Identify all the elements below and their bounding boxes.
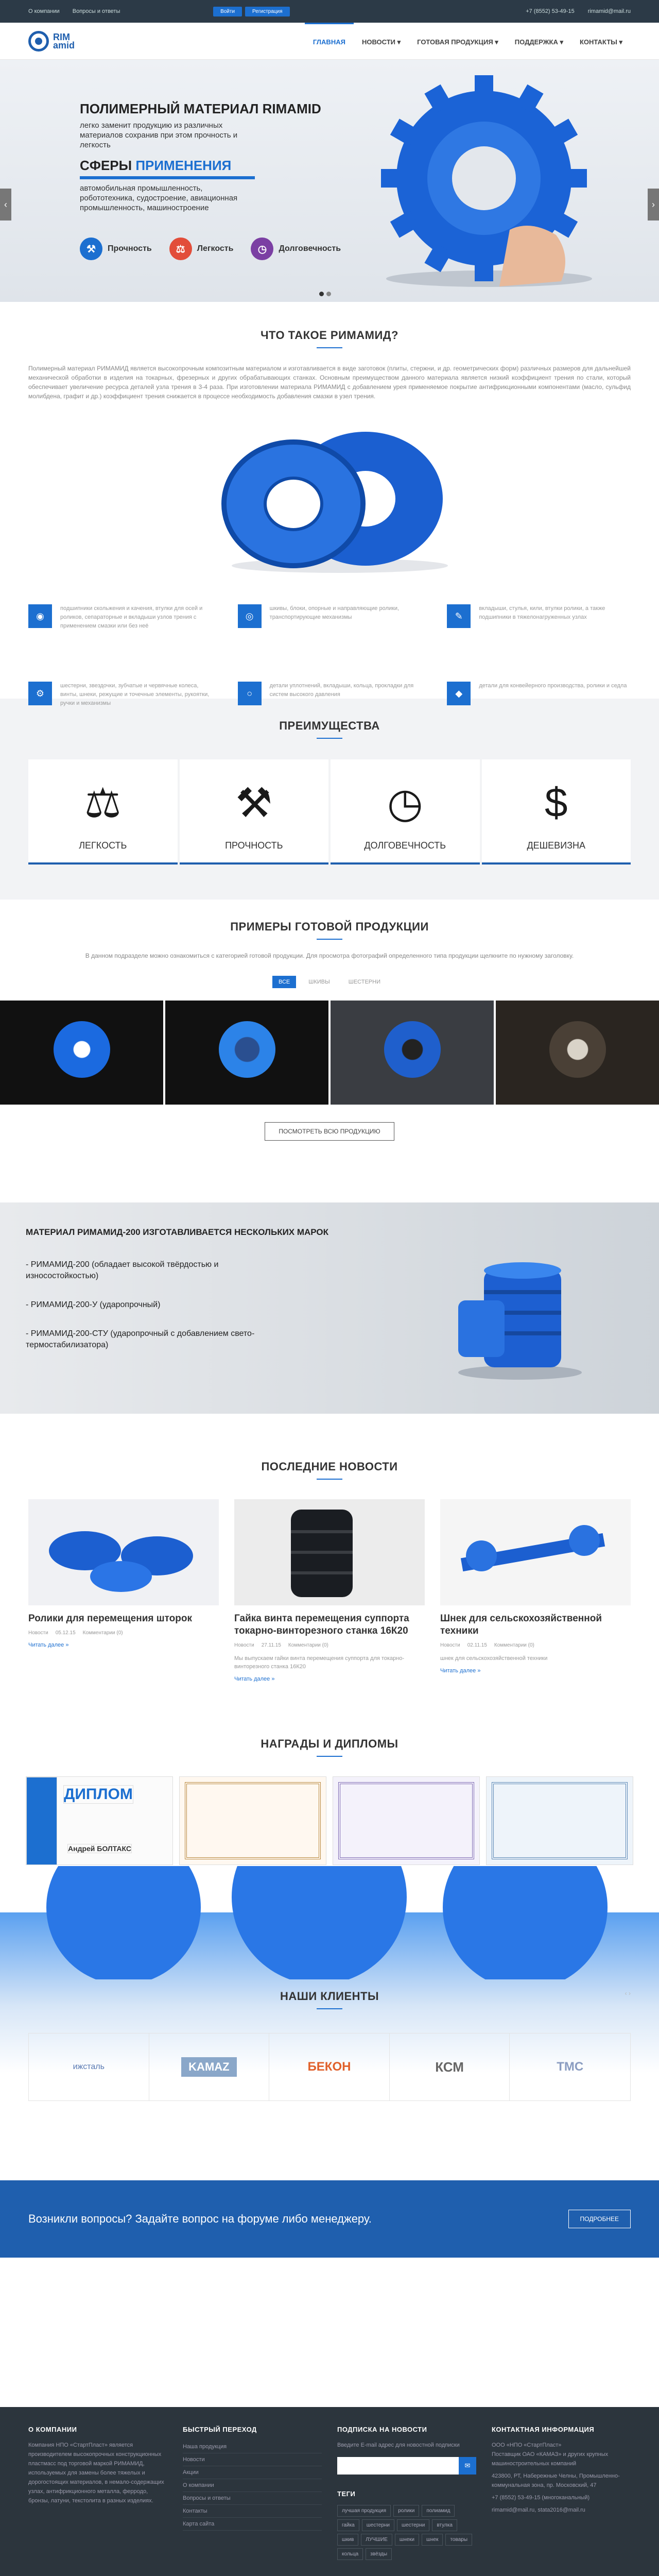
about-text: Полимерный материал РИМАМИД является высокопрочным композитным материалом и изготавливается в виде заготовок (плиты, стержни, и др. геометрических форм) различных размеров для дальнейшей механической обработки в изделия на токарных, фрезерных и других обрабатывающих станках. Основным преимуществом данного материала является низкий коэффициент трения по стали, который обеспечивает увеличение ресурса деталей узла трения в 3-4 раза. При изготовлении материала РИМАМИД с добавлением урея применяемое покрытие антифрикционными компонентами (масло, сульфид молибдена, графит и др.) коэффициент трения снижается в процессе необходимость добавления смазки в узел трения.	[28, 365, 631, 400]
news-category[interactable]: Новости	[440, 1642, 460, 1648]
cta-banner	[0, 2180, 659, 2258]
awards-title: НАГРАДЫ И ДИПЛОМЫ	[261, 1737, 398, 1750]
news-comments[interactable]: Комментарии (0)	[494, 1642, 534, 1648]
news-image[interactable]	[28, 1499, 219, 1605]
hero-feature-light	[169, 238, 234, 260]
tag[interactable]: звёзды	[366, 2548, 392, 2560]
advantage-lightness	[28, 759, 178, 865]
news-item-title[interactable]: Ролики для перемещения шторок	[28, 1613, 192, 1624]
clients-section	[0, 1912, 659, 2180]
grades-product-image	[453, 1239, 587, 1383]
main-nav	[305, 23, 631, 60]
tab-all[interactable]: ВСЕ	[272, 976, 296, 988]
title-underline	[317, 347, 342, 348]
clients-carousel	[28, 2033, 631, 2101]
use-text: шестерни, звездочки, зубчатые и червячные колеса, винты, шнеки, режущие и точечные элементы, рукоятки, ручки и механизмы	[60, 683, 210, 706]
client-logo-text: ижсталь	[73, 2062, 105, 2071]
tag[interactable]: шнеки	[395, 2534, 419, 2546]
news-comments[interactable]: Комментарии (0)	[288, 1642, 328, 1648]
examples-tabs	[28, 976, 631, 988]
footer-link[interactable]: Карта сайта	[183, 2518, 322, 2531]
read-more-link[interactable]: Читать далее »	[440, 1668, 481, 1674]
tab-gears[interactable]: ШЕСТЕРНИ	[348, 979, 380, 985]
footer-heading: О КОМПАНИИ	[28, 2426, 77, 2433]
slider-next-icon[interactable]: ›	[648, 189, 659, 221]
grades-title: МАТЕРИАЛ РИМАМИД-200 ИЗГОТАВЛИВАЕТСЯ НЕСКОЛЬКИХ МАРОК	[26, 1227, 329, 1237]
news-section	[0, 1414, 659, 1722]
contact-line: 423800, РТ, Набережные Челны, Промышленно-коммунальная зона, пр. Московский, 47	[492, 2473, 620, 2488]
footer-heading: КОНТАКТНАЯ ИНФОРМАЦИЯ	[492, 2426, 595, 2433]
advantages-title: ПРЕИМУЩЕСТВА	[279, 719, 380, 732]
read-more-link[interactable]: Читать далее »	[234, 1676, 275, 1682]
footer-link[interactable]: Акции	[183, 2466, 322, 2479]
examples-section	[0, 900, 659, 1202]
hero-title-2	[80, 158, 231, 174]
news-image[interactable]	[234, 1499, 425, 1605]
diploma-heading: ДИПЛОМ	[64, 1786, 133, 1803]
tag[interactable]: товары	[445, 2534, 472, 2546]
news-image[interactable]	[440, 1499, 631, 1605]
tag[interactable]: лучшая продукция	[337, 2505, 391, 2517]
footer-link[interactable]: Новости	[183, 2453, 322, 2466]
footer-about-text: Компания НПО «СтартПласт» является производителем высокопрочных конструкционных пластмасс под торговой маркой РИМАМИД, используемых для замены более тяжелых и дорогостоящих материалов, в немало-содержащих узлах, антифрикционного металла, ферродо, бронзы, латуни, текстолита в разных изделиях.	[28, 2442, 164, 2504]
news-date: 05.12.15	[55, 1630, 76, 1636]
topbar-phone: +7 (8552) 53-49-15	[526, 8, 575, 14]
tag[interactable]: ЛУЧШИЕ	[361, 2534, 392, 2546]
read-more-link[interactable]: Читать далее »	[28, 1642, 69, 1648]
nav-support[interactable]: ПОДДЕРЖКА ▾	[514, 38, 563, 46]
title-underline	[317, 1756, 342, 1757]
nav-news[interactable]: НОВОСТИ ▾	[361, 38, 401, 46]
client-logo[interactable]	[269, 2033, 390, 2100]
slider-prev-icon[interactable]: ‹	[0, 189, 11, 221]
hero-feature-label: Легкость	[197, 244, 234, 253]
gallery-item[interactable]	[165, 1001, 328, 1105]
hero-title-2a: СФЕРЫ	[80, 158, 136, 173]
news-item-desc: Мы выпускаем гайки винта перемещения суппорта для токарно-винторезного станка 16К20	[234, 1655, 405, 1670]
advantage-durability	[331, 759, 480, 865]
ring-icon: ○	[238, 682, 262, 705]
hero-slider	[0, 60, 659, 302]
use-card	[447, 604, 631, 656]
news-item	[440, 1499, 631, 1682]
use-text: вкладыши, стулья, кили, втулки ролики, а также подшипники в тяжелонагруженных узлах	[479, 605, 605, 620]
footer-heading: ТЕГИ	[337, 2490, 356, 2498]
hammer-icon: ⚒	[235, 780, 273, 826]
slider-dot[interactable]	[326, 292, 331, 296]
bearing-icon: ◉	[28, 604, 52, 628]
logo-text-top: RIM	[53, 32, 70, 42]
news-item-title[interactable]: Гайка винта перемещения суппорта токарно-винторезного станка 16К20	[234, 1613, 409, 1636]
nav-contacts[interactable]: КОНТАКТЫ ▾	[579, 38, 622, 46]
contact-line: Поставщик ОАО «КАМАЗ» и других крупных машиностроительных компаний	[492, 2451, 609, 2467]
hero-subtitle: легко заменит продукцию из различных материалов сохранив при этом прочность и легкость	[80, 121, 238, 149]
tag[interactable]: шкив	[337, 2534, 358, 2546]
clients-title: НАШИ КЛИЕНТЫ	[280, 1990, 379, 2003]
advantage-label: ДЕШЕВИЗНА	[527, 840, 586, 851]
client-logo[interactable]	[510, 2033, 630, 2100]
title-underline	[317, 1479, 342, 1480]
use-card	[28, 604, 212, 656]
title-underline	[317, 939, 342, 940]
news-comments[interactable]: Комментарии (0)	[82, 1630, 123, 1636]
logo-icon	[28, 31, 49, 52]
slider-dot[interactable]	[319, 292, 324, 296]
hero-feature-durable	[251, 238, 341, 260]
clients-nav-icon[interactable]: ‹ ›	[625, 1990, 631, 1997]
tag-icon: ◆	[447, 682, 471, 705]
client-logo-text: БЕКОН	[307, 2060, 351, 2074]
use-text: детали для конвейерного производства, ролики и седла	[479, 683, 627, 689]
register-button[interactable]: Регистрация	[245, 7, 289, 16]
footer-heading: БЫСТРЫЙ ПЕРЕХОД	[183, 2426, 257, 2433]
examples-text: В данном подразделе можно ознакомиться с категорией готовой продукции. Для просмотра фотографий определенного типа продукции щелкните по нужному заголовку.	[85, 952, 574, 959]
advantage-cheapness	[482, 759, 631, 865]
advantage-strength	[180, 759, 329, 865]
footer-quicklinks	[183, 2426, 322, 2560]
client-logo-text: KAMAZ	[181, 2057, 236, 2077]
gears-icon: ⚙	[28, 682, 52, 705]
use-card	[238, 604, 422, 656]
clock-icon: ◷	[251, 238, 273, 260]
footer-link[interactable]: Вопросы и ответы	[183, 2492, 322, 2505]
diploma-name: Андрей БОЛТАКС	[68, 1844, 131, 1853]
title-underline	[317, 738, 342, 739]
hero-title: ПОЛИМЕРНЫЙ МАТЕРИАЛ RIMAMID	[80, 101, 321, 116]
logo[interactable]	[28, 31, 75, 52]
topbar-link-faq[interactable]: Вопросы и ответы	[72, 8, 120, 14]
slider-dots	[319, 292, 331, 296]
contact-phone: +7 (8552) 53-49-15 (многоканальный)	[492, 2495, 590, 2501]
hero-spheres: автомобильная промышленность, робототехника, судостроение, авиационная промышленность, машиностроение	[80, 184, 238, 212]
client-logo[interactable]	[390, 2033, 510, 2100]
header	[0, 23, 659, 60]
footer-heading: ПОДПИСКА НА НОВОСТИ	[337, 2426, 427, 2433]
use-text: подшипники скольжения и качения, втулки для осей и роликов, сепараторные и вкладыши узлов трения с применением смазки или без неё	[60, 605, 203, 629]
news-item	[28, 1499, 219, 1682]
about-bushing-image	[196, 421, 463, 576]
tag[interactable]: кольца	[337, 2548, 363, 2560]
awards-gallery	[26, 1776, 633, 1865]
tab-pulleys[interactable]: ШКИВЫ	[308, 979, 330, 985]
advantage-label: ПРОЧНОСТЬ	[225, 840, 283, 851]
news-category[interactable]: Новости	[234, 1642, 254, 1648]
footer-about	[28, 2426, 167, 2560]
hero-feature-strength	[80, 238, 152, 260]
subscribe-email-input[interactable]	[337, 2457, 459, 2475]
client-logo[interactable]	[149, 2033, 270, 2100]
view-all-products-button[interactable]: ПОСМОТРЕТЬ ВСЮ ПРОДУКЦИЮ	[265, 1122, 394, 1141]
hero-gear-image	[355, 75, 623, 292]
award-diploma[interactable]	[26, 1776, 173, 1865]
spacer	[0, 2258, 659, 2407]
advantage-label: ЛЕГКОСТЬ	[79, 840, 127, 851]
news-date: 02.11.15	[467, 1642, 487, 1648]
footer-contacts	[492, 2426, 631, 2560]
gallery-item[interactable]	[496, 1001, 659, 1105]
hero-feature-label: Прочность	[108, 244, 152, 253]
grade-item: - РИМАМИД-200-У (ударопрочный)	[26, 1300, 161, 1309]
news-title: ПОСЛЕДНИЕ НОВОСТИ	[261, 1460, 398, 1473]
tag[interactable]: шестерни	[362, 2519, 394, 2531]
footer-link[interactable]: О компании	[183, 2479, 322, 2492]
top-bar	[0, 0, 659, 23]
award-certificate[interactable]	[179, 1776, 326, 1865]
uses-grid	[28, 604, 631, 733]
subscribe-text: Введите E-mail адрес для новостной подписки	[337, 2442, 460, 2448]
nav-home[interactable]: ГЛАВНАЯ	[305, 23, 354, 60]
tag[interactable]: полиамид	[422, 2505, 455, 2517]
tag[interactable]: гайка	[337, 2519, 359, 2531]
use-text: детали уплотнений, вкладыши, кольца, прокладки для систем высокого давления	[269, 683, 414, 698]
news-date: 27.11.15	[261, 1642, 281, 1648]
gallery-item[interactable]	[331, 1001, 494, 1105]
product-gallery	[0, 1001, 659, 1105]
news-item	[234, 1499, 425, 1682]
wrench-icon: ✎	[447, 604, 471, 628]
scale-icon: ⚖	[84, 780, 122, 826]
hero-divider	[80, 176, 255, 179]
tag[interactable]: втулка	[432, 2519, 457, 2531]
hero-title-2b: ПРИМЕНЕНИЯ	[135, 158, 232, 173]
contact-email[interactable]: rimamid@mail.ru, stata2016@mail.ru	[492, 2507, 585, 2513]
client-logo-text: ТМС	[557, 2060, 584, 2074]
strength-icon: ⚒	[80, 238, 102, 260]
tag[interactable]: шнек	[422, 2534, 443, 2546]
about-title: ЧТО ТАКОЕ РИМАМИД?	[261, 329, 398, 342]
client-logo[interactable]	[29, 2033, 149, 2100]
topbar-email[interactable]: rimamid@mail.ru	[587, 8, 631, 14]
advantage-label: ДОЛГОВЕЧНОСТЬ	[364, 840, 446, 851]
pulley-icon: ◎	[238, 604, 262, 628]
send-icon[interactable]: ✉	[459, 2457, 476, 2475]
news-category[interactable]: Новости	[28, 1630, 48, 1636]
tag-cloud	[337, 2505, 476, 2560]
topbar-link-about[interactable]: О компании	[28, 8, 60, 14]
client-logo-text: КСМ	[435, 2059, 464, 2075]
footer-link[interactable]: Наша продукция	[183, 2441, 322, 2453]
hero-feature-label: Долговечность	[279, 244, 341, 253]
grade-item: - РИМАМИД-200-СТУ (ударопрочный с добавлением свето-термостабилизатора)	[26, 1329, 255, 1349]
weight-icon: ⚖	[169, 238, 192, 260]
news-item-title[interactable]: Шнек для сельскохозяйственной техники	[440, 1613, 602, 1636]
login-button[interactable]: Войти	[213, 7, 242, 16]
nav-products[interactable]: ГОТОВАЯ ПРОДУКЦИЯ ▾	[417, 38, 498, 46]
cta-text: Возникли вопросы? Задайте вопрос на форуме либо менеджеру.	[28, 2212, 372, 2225]
title-underline	[317, 2008, 342, 2009]
about-section	[28, 302, 631, 706]
advantages-section	[0, 699, 659, 900]
logo-text-bottom: amid	[53, 40, 75, 50]
award-certificate[interactable]	[333, 1776, 480, 1865]
footer-link[interactable]: Контакты	[183, 2505, 322, 2518]
use-text: шкивы, блоки, опорные и направляющие ролики, транспортирующие механизмы	[269, 605, 400, 620]
grade-item: - РИМАМИД-200 (обладает высокой твёрдостью и износостойкостью)	[26, 1260, 219, 1280]
cta-more-button[interactable]: ПОДРОБНЕЕ	[568, 2210, 631, 2228]
clock-icon: ◷	[387, 780, 423, 826]
gallery-item[interactable]	[0, 1001, 163, 1105]
footer-subscribe	[337, 2426, 476, 2560]
contact-line: ООО «НПО «СтартПласт»	[492, 2442, 562, 2448]
footer	[0, 2407, 659, 2576]
award-certificate[interactable]	[486, 1776, 633, 1865]
tag[interactable]: ролики	[393, 2505, 419, 2517]
examples-title: ПРИМЕРЫ ГОТОВОЙ ПРОДУКЦИИ	[230, 920, 429, 933]
tag[interactable]: шестерни	[397, 2519, 429, 2531]
money-bag-icon: $	[545, 779, 568, 825]
news-item-desc: шнек для сельскохозяйственной техники	[440, 1655, 548, 1662]
grades-section	[0, 1202, 659, 1414]
